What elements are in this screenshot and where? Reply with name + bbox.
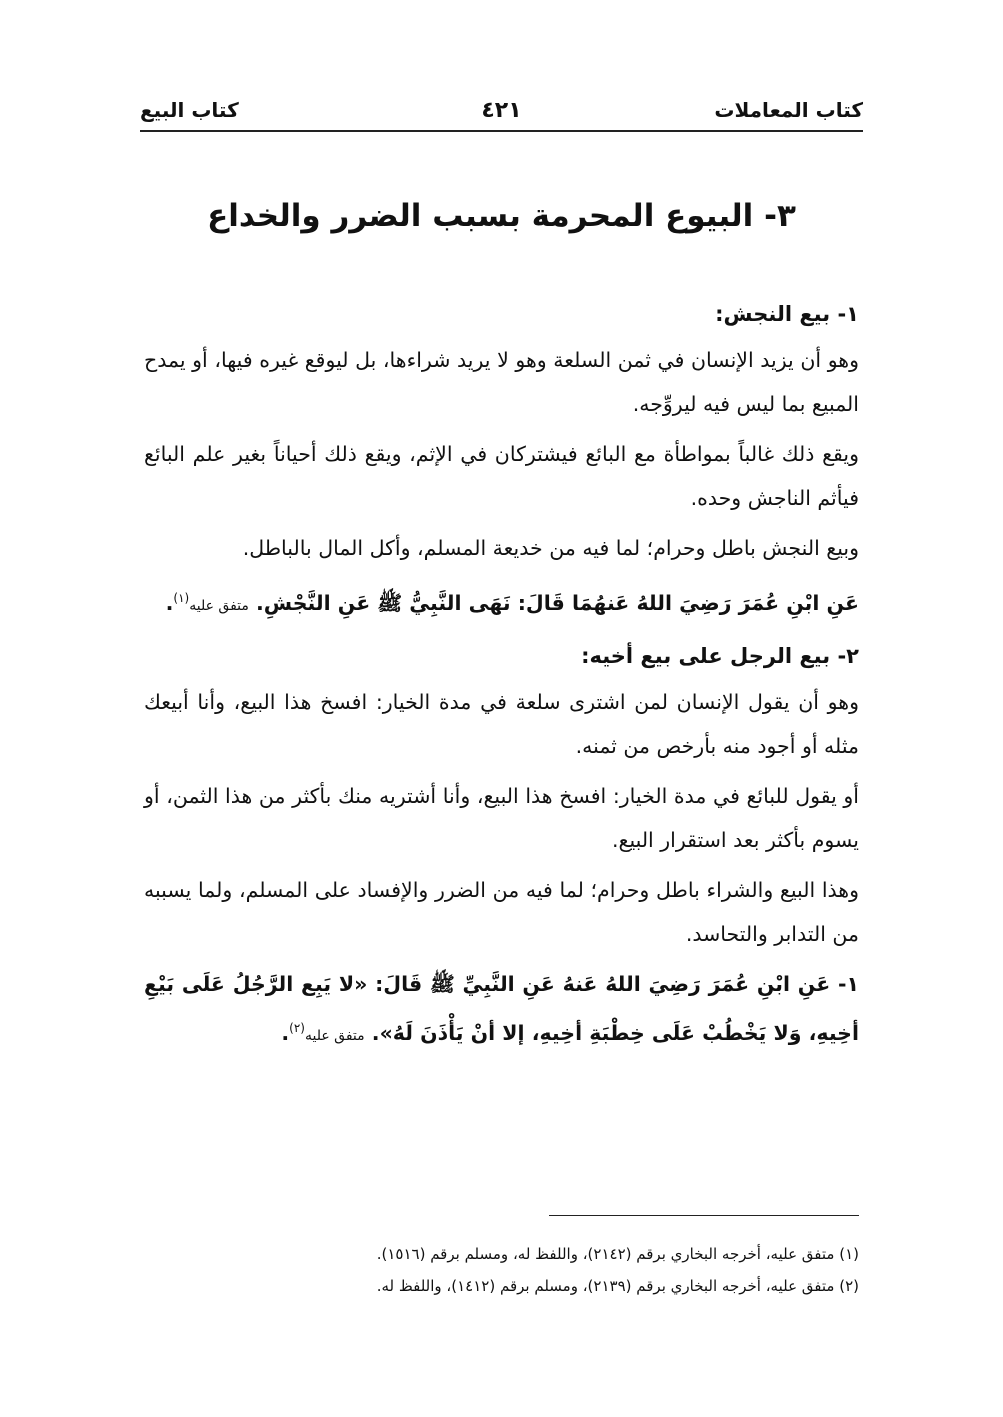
page-header (140, 96, 863, 132)
paragraph: ويقع ذلك غالباً بمواطأة مع البائع فيشتركان في الإثم، ويقع ذلك أحياناً بغير علم البائع فيأثم الناجش وحده. (144, 442, 859, 510)
page-number: ٤٢١ (481, 98, 522, 123)
section-title: ٣- البيوع المحرمة بسبب الضرر والخداع (207, 198, 796, 234)
hadith-grading: متفق عليه (189, 597, 249, 614)
paragraph: وهو أن يزيد الإنسان في ثمن السلعة وهو لا يريد شراءها، بل ليوقع غيره فيها، أو يمدح المبيع بما ليس فيه ليروِّجه. (144, 348, 859, 416)
paragraph: أو يقول للبائع في مدة الخيار: افسخ هذا البيع، وأنا أشتريه منك بأكثر من هذا الثمن، أو يسوم بأكثر بعد استقرار البيع. (144, 783, 859, 852)
footnote: (١) متفق عليه، أخرجه البخاري برقم (٢١٤٢)، واللفظ له، ومسلم برقم (١٥١٦). (376, 1245, 859, 1263)
chapter-title: كتاب البيع (140, 98, 239, 122)
footnote-ref[interactable]: (٢) (289, 1020, 305, 1035)
footnote-divider (549, 1215, 859, 1216)
footnote-ref[interactable]: (١) (173, 591, 190, 605)
body-text (144, 292, 859, 1064)
paragraph: وبيع النجش باطل وحرام؛ لما فيه من خديعة المسلم، وأكل المال بالباطل. (242, 536, 859, 560)
hadith-body: ١- عَنِ ابْنِ عُمَرَ رَضِيَ اللهُ عَنهُ عَنِ النَّبِيِّ ﷺ قَالَ: «لا يَبِع الرَّجُلُ عَلَى بَيْعِ أخِيهِ، وَلا يَخْطُبْ عَلَى خِطْبَةِ أخِيهِ، إلا أنْ يَأْذَنَ لَهُ». (144, 971, 859, 1045)
hadith-end: . (281, 1020, 290, 1045)
subheading-bay-ala-bay: ٢- بيع الرجل على بيع أخيه: (581, 643, 859, 668)
subheading-najsh: ١- بيع النجش: (715, 302, 859, 326)
hadith-text (144, 962, 859, 1058)
paragraph: وهو أن يقول الإنسان لمن اشترى سلعة في مدة الخيار: افسخ هذا البيع، وأنا أبيعك مثله أو أجود منه بأرخص من ثمنه. (144, 689, 859, 758)
hadith-end: . (165, 590, 174, 615)
book-title: كتاب المعاملات (714, 98, 863, 122)
hadith-grading: متفق عليه (304, 1027, 365, 1044)
footnote: (٢) متفق عليه، أخرجه البخاري برقم (٢١٣٩)، ومسلم برقم (١٤١٢)، واللفظ له. (376, 1277, 859, 1295)
paragraph: وهذا البيع والشراء باطل وحرام؛ لما فيه من الضرر والإفساد على المسلم، ولما يسببه من التدابر والتحاسد. (144, 877, 859, 946)
hadith-body: عَنِ ابْنِ عُمَرَ رَضِيَ اللهُ عَنهُمَا قَالَ: نَهَى النَّبِيُّ ﷺ عَنِ النَّجْشِ. (256, 590, 859, 615)
footnotes (144, 1238, 859, 1302)
hadith-text (144, 576, 859, 628)
